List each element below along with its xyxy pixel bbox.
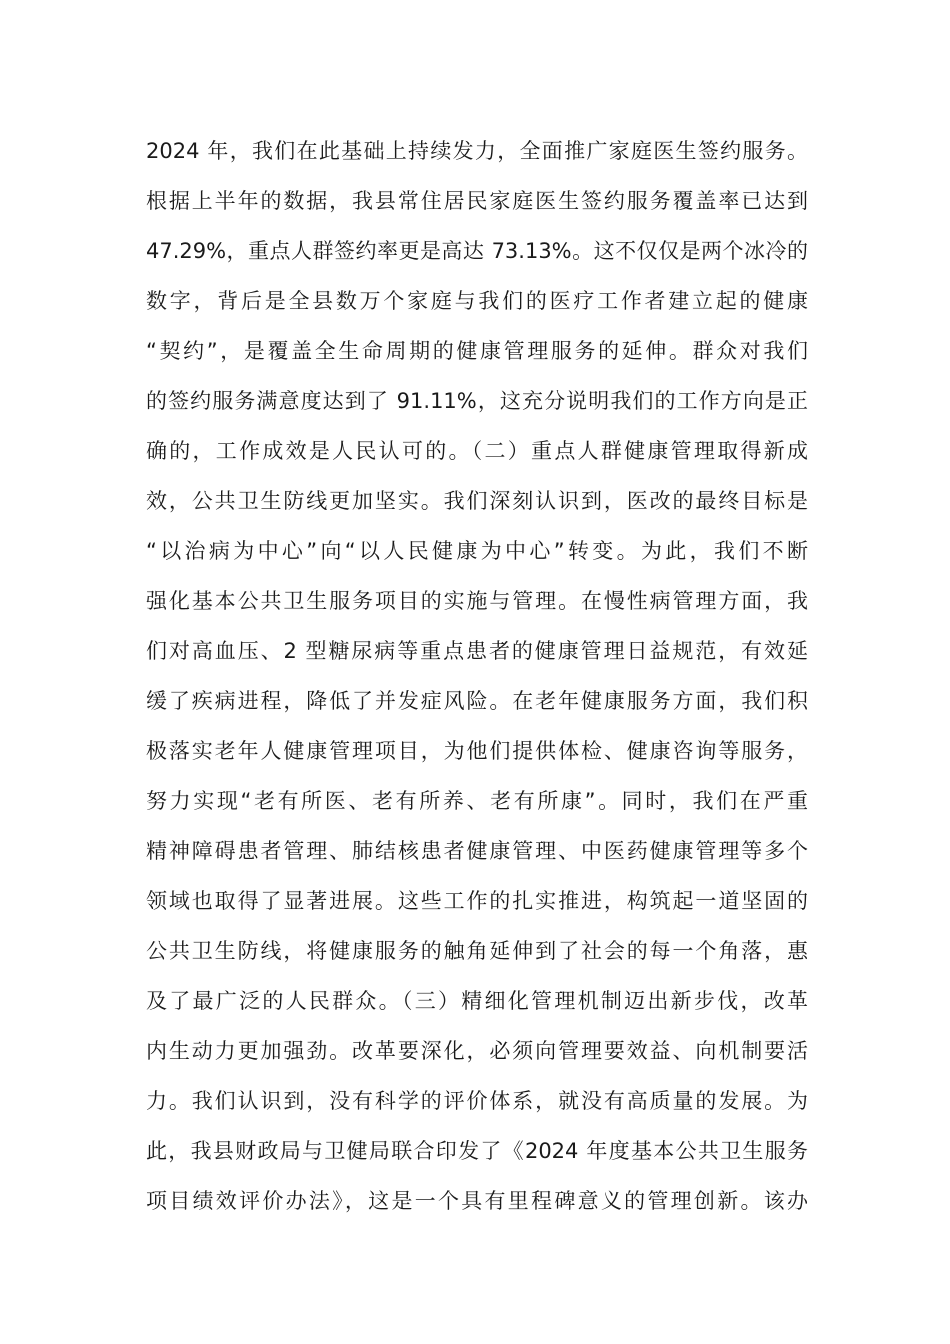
text-line: 根据上半年的数据，我县常住居民家庭医生签约服务覆盖率已达到 <box>146 189 808 213</box>
text-line: “以治病为中心”向“以人民健康为中心”转变。为此，我们不断 <box>146 539 808 563</box>
text-line: 确的，工作成效是人民认可的。（二）重点人群健康管理取得新成 <box>146 439 808 463</box>
text-line: 领域也取得了显著进展。这些工作的扎实推进，构筑起一道坚固的 <box>146 889 808 913</box>
text-line: 努力实现“老有所医、老有所养、老有所康”。同时，我们在严重 <box>146 789 808 813</box>
text-line: 公共卫生防线，将健康服务的触角延伸到了社会的每一个角落，惠 <box>146 939 808 963</box>
text-line: 的签约服务满意度达到了 91.11%，这充分说明我们的工作方向是正 <box>146 389 808 413</box>
text-line: 项目绩效评价办法》，这是一个具有里程碑意义的管理创新。该办 <box>146 1189 808 1213</box>
text-line: 2024 年，我们在此基础上持续发力，全面推广家庭医生签约服务。 <box>146 139 808 163</box>
text-line: 精神障碍患者管理、肺结核患者健康管理、中医药健康管理等多个 <box>146 839 808 863</box>
text-line: 数字，背后是全县数万个家庭与我们的医疗工作者建立起的健康 <box>146 289 808 313</box>
text-line: 及了最广泛的人民群众。（三）精细化管理机制迈出新步伐，改革 <box>146 989 808 1013</box>
text-line: “契约”，是覆盖全生命周期的健康管理服务的延伸。群众对我们 <box>146 339 808 363</box>
text-line: 极落实老年人健康管理项目，为他们提供体检、健康咨询等服务， <box>146 739 808 763</box>
text-line: 47.29%，重点人群签约率更是高达 73.13%。这不仅仅是两个冰冷的 <box>146 239 808 263</box>
text-line: 缓了疾病进程，降低了并发症风险。在老年健康服务方面，我们积 <box>146 689 808 713</box>
body-paragraph <box>146 126 808 1226</box>
text-line: 内生动力更加强劲。改革要深化，必须向管理要效益、向机制要活 <box>146 1039 808 1063</box>
text-line: 效，公共卫生防线更加坚实。我们深刻认识到，医改的最终目标是 <box>146 489 808 513</box>
text-line: 们对高血压、2 型糖尿病等重点患者的健康管理日益规范，有效延 <box>146 639 808 663</box>
text-line: 强化基本公共卫生服务项目的实施与管理。在慢性病管理方面，我 <box>146 589 808 613</box>
text-line: 力。我们认识到，没有科学的评价体系，就没有高质量的发展。为 <box>146 1089 808 1113</box>
text-line: 此，我县财政局与卫健局联合印发了《2024 年度基本公共卫生服务 <box>146 1139 808 1163</box>
